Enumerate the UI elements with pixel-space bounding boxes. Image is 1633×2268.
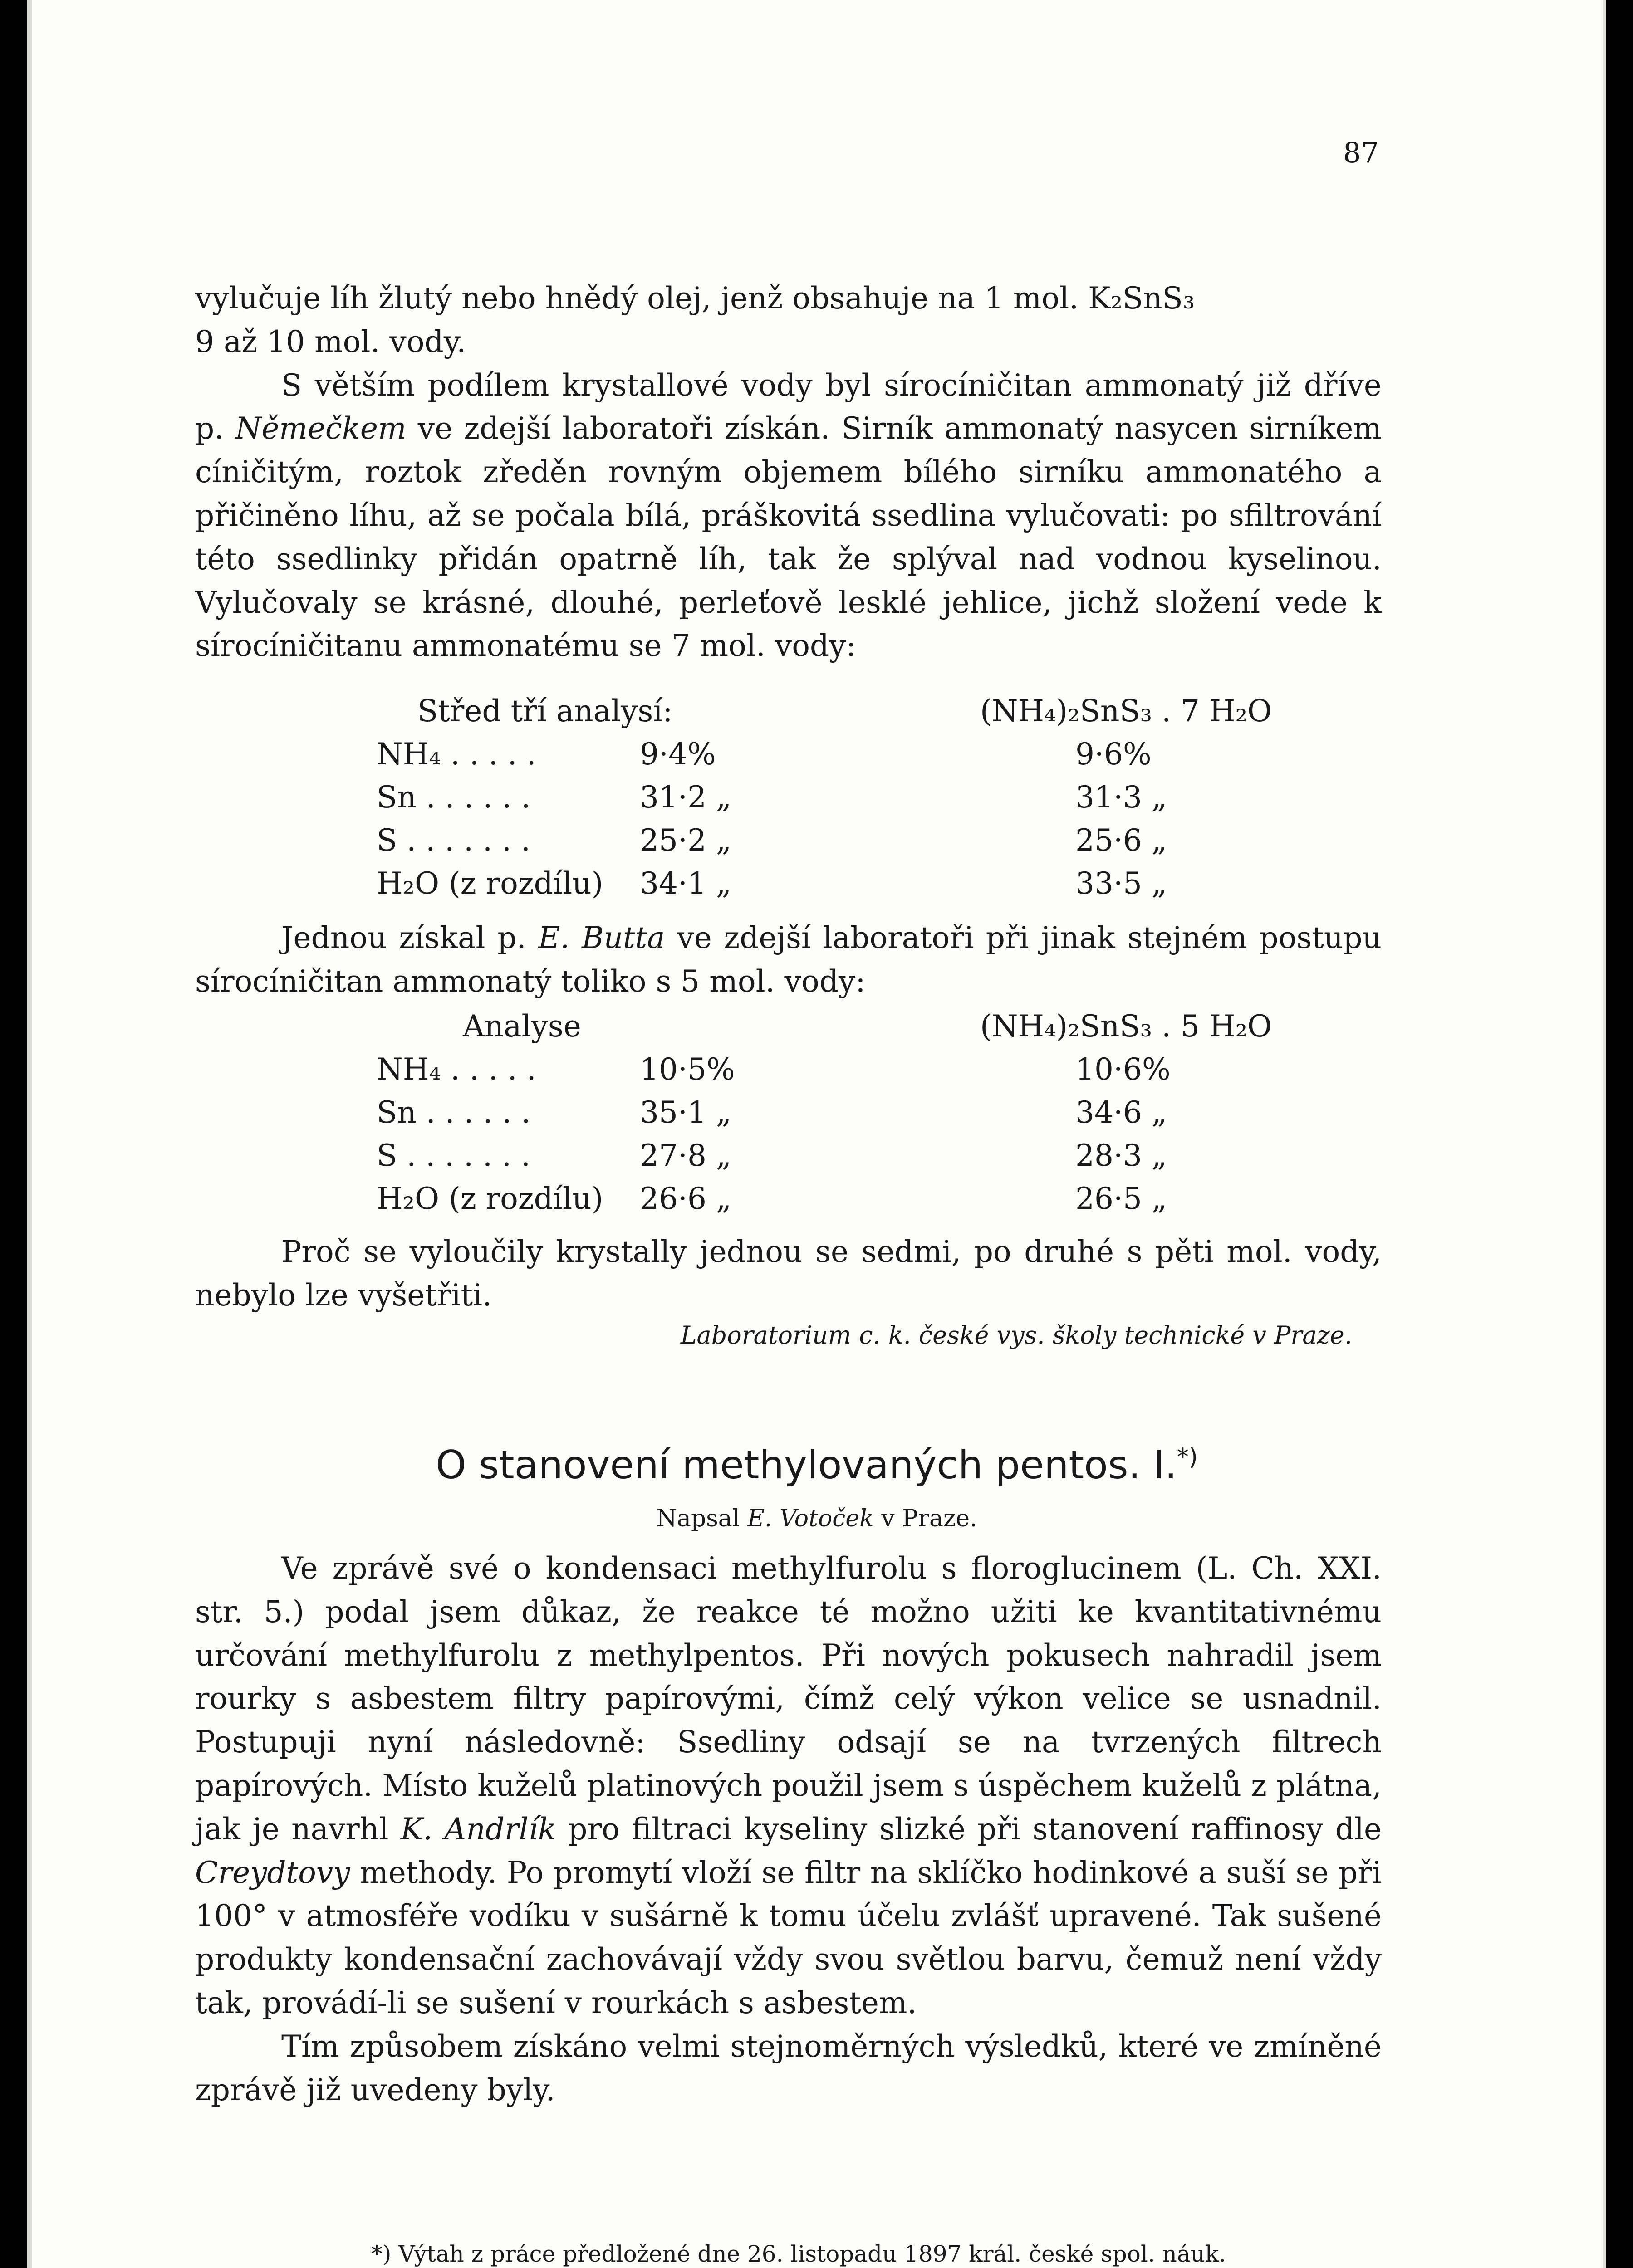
para4-block <box>195 1230 1382 1317</box>
row-found: 26·6 „ <box>640 1181 732 1216</box>
article-title-text: O stanovení methylovaných pentos. I. <box>436 1442 1177 1488</box>
row-found: 34·1 „ <box>640 866 732 901</box>
table2-header <box>27 1005 1606 1048</box>
row-label: Sn . . . . . . <box>377 1095 531 1130</box>
table1-row <box>27 776 1606 819</box>
name-nemecek: Němečkem <box>235 411 407 446</box>
row-calculated: 9·6% <box>1075 737 1152 772</box>
footnote-mark: *) <box>1177 1443 1198 1471</box>
byline <box>27 1505 1606 1532</box>
laboratory-signature: Laboratorium c. k. české vys. školy technické v Praze. <box>680 1321 1352 1349</box>
table2-row <box>27 1048 1606 1091</box>
para2 <box>195 364 1382 668</box>
table1-row <box>27 819 1606 862</box>
name-butta: E. Butta <box>538 920 665 955</box>
row-found: 35·1 „ <box>640 1095 732 1130</box>
table1-formula: (NH₄)₂SnS₃ . 7 H₂O <box>980 694 1272 728</box>
row-calculated: 28·3 „ <box>1075 1138 1167 1173</box>
para3 <box>195 916 1382 1003</box>
table2-formula: (NH₄)₂SnS₃ . 5 H₂O <box>980 1009 1272 1044</box>
article-body <box>195 1547 1382 2112</box>
table1-left-header: Střed tří analysí: <box>417 694 673 728</box>
page-number: 87 <box>1343 136 1379 169</box>
row-found: 9·4% <box>640 737 716 772</box>
row-label: H₂O (z rozdílu) <box>377 866 603 901</box>
continued-text <box>195 277 1382 668</box>
row-label: NH₄ . . . . . <box>377 1052 536 1087</box>
row-label: H₂O (z rozdílu) <box>377 1181 603 1216</box>
para5-text-a: Ve zprávě své o kondensaci methylfurolu s floroglucinem (L. Ch. XXI. str. 5.) podal jsem důkaz, že reakce té možno užiti ke kvantitativnému určování methylfurolu z methylpentos. Při nových pokusech nahradil jsem rourky s asbestem filtry papírovými, čímž celý výkon velice se usnadnil. Postupuji nyní následovně: Ssedliny odsají se na tvrzených filtrech papírových. Místo kuželů platinových použil jsem s úspěchem kuželů z plátna, jak je navrhl <box>195 1551 1382 1847</box>
para1-line2: 9 až 10 mol. vody. <box>195 324 466 359</box>
para3-text-a: Jednou získal p. <box>281 920 539 955</box>
book-page <box>27 0 1606 2268</box>
row-found: 27·8 „ <box>640 1138 732 1173</box>
row-calculated: 33·5 „ <box>1075 866 1167 901</box>
para5-text-b: pro filtraci kyseliny slizké při stanovení raffinosy dle <box>556 1811 1382 1847</box>
table2-left-header: Analyse <box>463 1009 581 1044</box>
row-label: Sn . . . . . . <box>377 780 531 815</box>
para5 <box>195 1547 1382 2025</box>
row-label: S . . . . . . . <box>377 823 530 858</box>
para2-text-b: ve zdejší laboratoři získán. Sirník ammonatý nasycen sirníkem cíničitým, roztok zředěn rovným objemem bílého sirníku ammonatého a přičiněno líhu, až se počala bílá, práškovitá ssedlina vylučovati: po sfiltrování této ssedlinky přidán opatrně líh, tak že splýval nad vodnou kyselinou. Vylučovaly se krásné, dlouhé, perleťově lesklé jehlice, jichž složení vede k sírocíničitanu ammonatému se 7 mol. vody: <box>195 411 1382 664</box>
author-name: E. Votoček <box>747 1505 874 1532</box>
row-found: 31·2 „ <box>640 780 732 815</box>
para2-text-a: S větším podílem krystallové vody byl sírocíničitan ammonatý již dříve p. <box>195 367 1382 446</box>
para5-text-c: methody. Po promytí vloží se filtr na sklíčko hodinkové a suší se při 100° v atmosféře vodíku v sušárně k tomu účelu zvlášť upravené. Tak sušené produkty kondensační zachovávají vždy svou světlou barvu, čemuž není vždy tak, provádí-li se sušení v rourkách s asbestem. <box>195 1855 1382 2020</box>
row-found: 25·2 „ <box>640 823 732 858</box>
name-creydt: Creydtovy <box>195 1855 350 1890</box>
table2-row <box>27 1177 1606 1220</box>
row-calculated: 25·6 „ <box>1075 823 1167 858</box>
row-label: NH₄ . . . . . <box>377 737 536 772</box>
footnote: *) Výtah z práce předložené dne 26. listopadu 1897 král. české spol. náuk. <box>371 2241 1226 2267</box>
byline-prefix: Napsal <box>656 1505 747 1532</box>
para4: Proč se vyloučily krystally jednou se sedmi, po druhé s pěti mol. vody, nebylo lze vyšetřiti. <box>195 1234 1382 1313</box>
row-calculated: 31·3 „ <box>1075 780 1167 815</box>
para1-line1: vylučuje líh žlutý nebo hnědý olej, jenž obsahuje na 1 mol. K₂SnS₃ <box>195 281 1195 316</box>
table1-row <box>27 862 1606 905</box>
row-calculated: 34·6 „ <box>1075 1095 1167 1130</box>
para3-block <box>195 916 1382 1003</box>
article-title <box>27 1442 1606 1488</box>
table1-header <box>27 689 1606 733</box>
row-label: S . . . . . . . <box>377 1138 530 1173</box>
table2-row <box>27 1091 1606 1134</box>
byline-suffix: v Praze. <box>873 1505 977 1532</box>
name-andrlik: K. Andrlík <box>400 1811 556 1847</box>
row-calculated: 26·5 „ <box>1075 1181 1167 1216</box>
table2-row <box>27 1134 1606 1177</box>
row-found: 10·5% <box>640 1052 735 1087</box>
para6: Tím způsobem získáno velmi stejnoměrných výsledků, které ve zmíněné zprávě již uvedeny byly. <box>195 2028 1382 2107</box>
para3-text-b: ve zdejší laboratoři při jinak stejném postupu sírocíničitan ammonatý toliko s 5 mol. vody: <box>195 920 1382 999</box>
row-calculated: 10·6% <box>1075 1052 1171 1087</box>
table1-row <box>27 733 1606 776</box>
